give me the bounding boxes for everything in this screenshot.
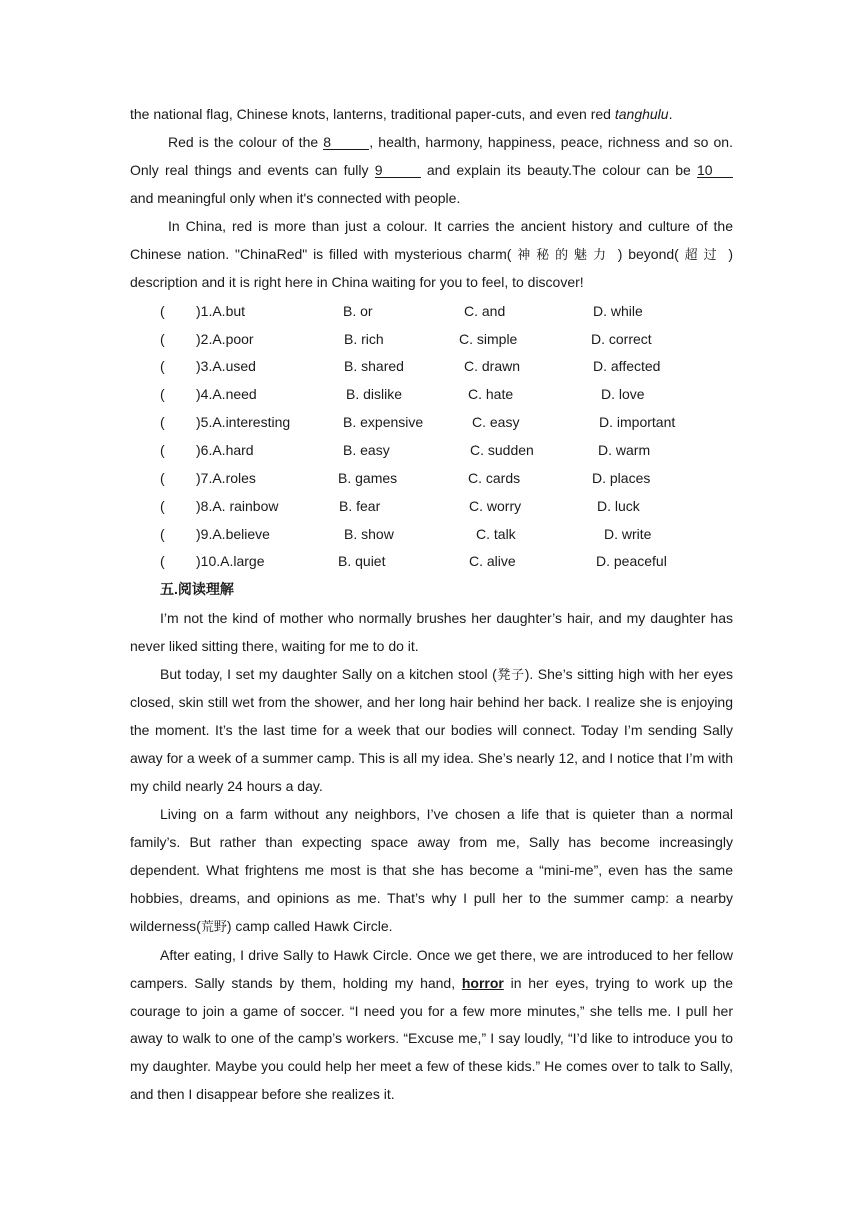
option-d: D. while xyxy=(593,303,643,319)
option-b: B. easy xyxy=(343,442,390,458)
option-d: D. warm xyxy=(598,442,651,458)
reading-line xyxy=(130,917,733,937)
question-paren: ( xyxy=(160,553,165,569)
chinese-gloss: 超过 xyxy=(684,248,723,263)
option-d: D. correct xyxy=(591,331,652,347)
option-a: )10.A.large xyxy=(196,553,265,569)
underlined-word: horror xyxy=(461,975,504,991)
passage-text: Only real things and events can fully xyxy=(130,162,375,178)
option-b: B. shared xyxy=(344,358,404,374)
option-c: C. worry xyxy=(469,498,522,514)
reading-text: wilderness( xyxy=(130,918,201,934)
question-paren: ( xyxy=(160,498,165,514)
option-b: B. or xyxy=(343,303,373,319)
passage-line-5: In China, red is more than just a colour. It carries the ancient history and culture of the xyxy=(168,218,733,234)
passage-text: the national flag, Chinese knots, lanterns, traditional paper-cuts, and even red xyxy=(130,106,615,122)
option-d: D. peaceful xyxy=(596,553,667,569)
reading-line: and then I disappear before she realizes it. xyxy=(130,1086,395,1102)
passage-line-7: description and it is right here in China waiting for you to feel, to discover! xyxy=(130,274,584,290)
reading-line: the moment. It’s the last time for a week that our bodies will connect. Today I’m sending Sally xyxy=(130,722,733,738)
option-b: B. games xyxy=(338,470,398,486)
reading-line: away to walk to one of the camp’s workers. “Excuse me,” I say loudly, “I’d like to introduce you to xyxy=(130,1030,733,1046)
reading-line: my daughter. Maybe you could help her meet a few of these kids.” He comes over to talk to Sally, xyxy=(130,1058,733,1074)
reading-text: But today, I set my daughter Sally on a kitchen stool ( xyxy=(160,666,497,682)
option-a: )9.A.believe xyxy=(196,526,270,542)
question-paren: ( xyxy=(160,470,165,486)
reading-line: family’s. But rather than expecting space away from me, Sally has become increasingly xyxy=(130,834,733,850)
reading-line: never liked sitting there, waiting for me to do it. xyxy=(130,638,419,654)
reading-text: campers. Sally stands by them, holding my hand, xyxy=(130,975,462,991)
passage-text: Chinese nation. "ChinaRed" is filled with mysterious charm( xyxy=(130,246,512,262)
option-c: C. talk xyxy=(476,526,516,542)
option-a: )7.A.roles xyxy=(196,470,256,486)
option-c: C. alive xyxy=(469,553,516,569)
chinese-gloss: 凳子 xyxy=(496,668,525,683)
passage-text: and explain its beauty.The colour can be xyxy=(426,162,698,178)
blank-8: 8 xyxy=(323,135,369,150)
passage-text: ) xyxy=(728,246,734,262)
passage-text: , health, harmony, happiness, peace, richness and so on. xyxy=(369,134,733,150)
option-d: D. important xyxy=(599,414,676,430)
passage-line-6 xyxy=(130,245,733,265)
reading-line: courage to join a game of soccer. “I need you for a few more minutes,” she tells me. I pull her xyxy=(130,1003,733,1019)
reading-line: dependent. What frightens me most is that she has become a “mini-me”, even has the same xyxy=(130,862,733,878)
question-paren: ( xyxy=(160,526,165,542)
question-paren: ( xyxy=(160,386,165,402)
passage-text: . xyxy=(668,106,673,122)
option-d: D. write xyxy=(604,526,652,542)
reading-line xyxy=(130,665,733,685)
option-c: C. simple xyxy=(459,331,518,347)
question-paren: ( xyxy=(160,442,165,458)
option-a: )2.A.poor xyxy=(196,331,254,347)
reading-line: hobbies, dreams, and opinions as me. That’s why I pull her to the summer camp: a nearby xyxy=(130,890,733,906)
blank-10: 10 xyxy=(697,163,733,178)
option-a: )8.A. rainbow xyxy=(196,498,279,514)
question-paren: ( xyxy=(160,414,165,430)
passage-line-1 xyxy=(130,105,733,123)
passage-line-2 xyxy=(130,133,733,151)
reading-line: my child nearly 24 hours a day. xyxy=(130,778,323,794)
option-d: D. luck xyxy=(597,498,640,514)
reading-line: closed, skin still wet from the shower, and her long hair behind her back. I realize she is enjoying xyxy=(130,694,733,710)
section-heading: 五.阅读理解 xyxy=(160,581,234,597)
passage-line-4: and meaningful only when it's connected with people. xyxy=(130,190,461,206)
option-a: )5.A.interesting xyxy=(196,414,291,430)
option-d: D. love xyxy=(601,386,645,402)
option-b: B. expensive xyxy=(343,414,424,430)
reading-text: in her eyes, trying to work up the xyxy=(503,975,733,991)
option-a: )6.A.hard xyxy=(196,442,254,458)
option-c: C. and xyxy=(464,303,506,319)
option-d: D. affected xyxy=(593,358,661,374)
option-c: C. hate xyxy=(468,386,514,402)
reading-line: Living on a farm without any neighbors, I’ve chosen a life that is quieter than a normal xyxy=(160,806,733,822)
option-a: )4.A.need xyxy=(196,386,257,402)
option-c: C. cards xyxy=(468,470,521,486)
option-c: C. drawn xyxy=(464,358,521,374)
question-paren: ( xyxy=(160,331,165,347)
passage-text: ) beyond( xyxy=(617,246,679,262)
reading-line xyxy=(130,974,733,992)
option-b: B. dislike xyxy=(346,386,403,402)
option-b: B. quiet xyxy=(338,553,386,569)
reading-text: ). She’s sitting high with her eyes xyxy=(524,666,733,682)
chinese-gloss: 荒野 xyxy=(200,920,227,935)
reading-line: I’m not the kind of mother who normally brushes her daughter’s hair, and my daughter has xyxy=(160,610,733,626)
passage-line-3 xyxy=(130,161,733,179)
reading-line: away for a week of a summer camp. This is all my idea. She’s nearly 12, and I notice that I’m with xyxy=(130,750,733,766)
passage-italic-word: tanghulu xyxy=(614,106,669,122)
option-b: B. rich xyxy=(344,331,384,347)
option-b: B. show xyxy=(344,526,394,542)
option-a: )3.A.used xyxy=(196,358,256,374)
chinese-gloss: 神秘的魅力 xyxy=(517,248,612,263)
option-d: D. places xyxy=(592,470,651,486)
option-a: )1.A.but xyxy=(196,303,246,319)
passage-text: Red is the colour of the xyxy=(168,134,324,150)
blank-9: 9 xyxy=(375,163,421,178)
question-paren: ( xyxy=(160,303,165,319)
question-paren: ( xyxy=(160,358,165,374)
option-c: C. sudden xyxy=(470,442,534,458)
reading-line: After eating, I drive Sally to Hawk Circle. Once we get there, we are introduced to her fellow xyxy=(160,947,733,963)
option-b: B. fear xyxy=(339,498,381,514)
reading-text: ) camp called Hawk Circle. xyxy=(226,918,393,934)
option-c: C. easy xyxy=(472,414,520,430)
